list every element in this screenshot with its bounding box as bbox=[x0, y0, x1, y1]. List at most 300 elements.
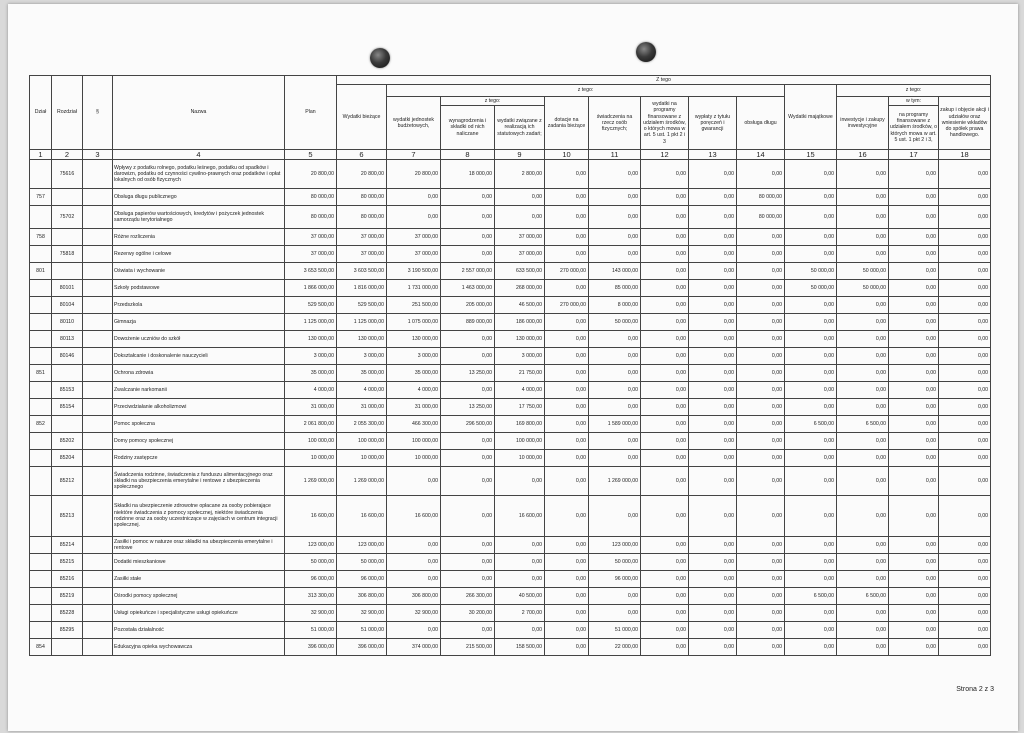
cell-value: 0,00 bbox=[689, 639, 737, 656]
cell-value: 16 600,00 bbox=[387, 496, 441, 537]
cell-value: 0,00 bbox=[737, 331, 785, 348]
cell-value: 0,00 bbox=[737, 263, 785, 280]
cell-value: 0,00 bbox=[641, 416, 689, 433]
cell-value: 16 600,00 bbox=[285, 496, 337, 537]
cell-nazwa: Oświata i wychowanie bbox=[113, 263, 285, 280]
cell-rozdzial: 85219 bbox=[52, 588, 83, 605]
cell-value: 80 000,00 bbox=[285, 206, 337, 229]
header-inwestycje: inwestycje i zakupy inwestycyjne bbox=[837, 97, 889, 150]
cell-paragraf bbox=[83, 314, 113, 331]
column-number: 13 bbox=[689, 150, 737, 160]
cell-value: 37 000,00 bbox=[285, 229, 337, 246]
cell-value: 100 000,00 bbox=[285, 433, 337, 450]
cell-value: 0,00 bbox=[939, 399, 991, 416]
cell-value: 0,00 bbox=[689, 189, 737, 206]
cell-nazwa: Pozostała działalność bbox=[113, 622, 285, 639]
cell-value: 0,00 bbox=[689, 571, 737, 588]
cell-rozdzial: 85204 bbox=[52, 450, 83, 467]
cell-value: 0,00 bbox=[785, 399, 837, 416]
cell-value: 0,00 bbox=[837, 467, 889, 496]
cell-value: 0,00 bbox=[641, 365, 689, 382]
cell-rozdzial: 85214 bbox=[52, 537, 83, 554]
cell-value: 0,00 bbox=[785, 206, 837, 229]
cell-value: 1 125 000,00 bbox=[337, 314, 387, 331]
cell-value: 0,00 bbox=[441, 467, 495, 496]
cell-value: 0,00 bbox=[387, 537, 441, 554]
cell-value: 0,00 bbox=[545, 571, 589, 588]
cell-value: 0,00 bbox=[837, 605, 889, 622]
cell-value: 0,00 bbox=[545, 206, 589, 229]
page-number: Strona 2 z 3 bbox=[956, 686, 994, 693]
cell-value: 2 700,00 bbox=[495, 605, 545, 622]
table-row bbox=[30, 229, 991, 246]
cell-rozdzial bbox=[52, 263, 83, 280]
cell-value: 0,00 bbox=[689, 537, 737, 554]
cell-value: 0,00 bbox=[837, 382, 889, 399]
cell-value: 0,00 bbox=[545, 229, 589, 246]
cell-value: 0,00 bbox=[387, 571, 441, 588]
cell-value: 0,00 bbox=[785, 365, 837, 382]
cell-value: 0,00 bbox=[889, 571, 939, 588]
cell-value: 31 000,00 bbox=[387, 399, 441, 416]
cell-value: 3 603 500,00 bbox=[337, 263, 387, 280]
header-rozdzial: Rozdział bbox=[52, 76, 83, 150]
cell-value: 3 190 500,00 bbox=[387, 263, 441, 280]
cell-value: 3 000,00 bbox=[285, 348, 337, 365]
cell-paragraf bbox=[83, 365, 113, 382]
cell-value: 80 000,00 bbox=[285, 189, 337, 206]
cell-nazwa: Pomoc społeczna bbox=[113, 416, 285, 433]
cell-value: 0,00 bbox=[837, 571, 889, 588]
cell-paragraf bbox=[83, 433, 113, 450]
cell-value: 1 075 000,00 bbox=[387, 314, 441, 331]
column-number: 9 bbox=[495, 150, 545, 160]
cell-paragraf bbox=[83, 467, 113, 496]
cell-value: 0,00 bbox=[689, 382, 737, 399]
cell-value: 17 750,00 bbox=[495, 399, 545, 416]
cell-value: 96 000,00 bbox=[285, 571, 337, 588]
cell-value: 0,00 bbox=[589, 588, 641, 605]
cell-paragraf bbox=[83, 229, 113, 246]
cell-nazwa: Zasiłki i pomoc w naturze oraz składki na ubezpieczenia emerytalne i rentowe bbox=[113, 537, 285, 554]
cell-value: 3 000,00 bbox=[495, 348, 545, 365]
cell-value: 0,00 bbox=[545, 537, 589, 554]
cell-value: 0,00 bbox=[689, 160, 737, 189]
cell-nazwa: Przeciwdziałanie alkoholizmowi bbox=[113, 399, 285, 416]
cell-value: 0,00 bbox=[589, 160, 641, 189]
cell-value: 0,00 bbox=[689, 588, 737, 605]
cell-value: 51 000,00 bbox=[337, 622, 387, 639]
cell-dzial bbox=[30, 433, 52, 450]
cell-value: 0,00 bbox=[737, 639, 785, 656]
cell-value: 0,00 bbox=[939, 537, 991, 554]
cell-value: 0,00 bbox=[737, 246, 785, 263]
cell-value: 51 000,00 bbox=[589, 622, 641, 639]
cell-value: 0,00 bbox=[545, 416, 589, 433]
table-row bbox=[30, 467, 991, 496]
header-na-programy: na programy finansowane z udziałem środków, o których mowa w art. 5 ust. 1 pkt 2 i 3, bbox=[889, 106, 939, 150]
cell-value: 0,00 bbox=[737, 416, 785, 433]
cell-rozdzial bbox=[52, 189, 83, 206]
cell-value: 2 061 800,00 bbox=[285, 416, 337, 433]
cell-value: 0,00 bbox=[737, 537, 785, 554]
cell-value: 1 269 000,00 bbox=[285, 467, 337, 496]
cell-value: 0,00 bbox=[889, 189, 939, 206]
cell-value: 0,00 bbox=[889, 331, 939, 348]
cell-value: 0,00 bbox=[939, 160, 991, 189]
cell-value: 0,00 bbox=[889, 246, 939, 263]
cell-value: 0,00 bbox=[545, 639, 589, 656]
cell-rozdzial: 80104 bbox=[52, 297, 83, 314]
cell-value: 0,00 bbox=[641, 160, 689, 189]
cell-value: 0,00 bbox=[641, 622, 689, 639]
cell-value: 0,00 bbox=[939, 496, 991, 537]
cell-value: 1 125 000,00 bbox=[285, 314, 337, 331]
cell-value: 130 000,00 bbox=[495, 331, 545, 348]
cell-value: 0,00 bbox=[641, 554, 689, 571]
cell-nazwa: Dowożenie uczniów do szkół bbox=[113, 331, 285, 348]
cell-value: 13 250,00 bbox=[441, 399, 495, 416]
budget-table bbox=[29, 75, 991, 656]
cell-value: 0,00 bbox=[837, 450, 889, 467]
cell-value: 0,00 bbox=[737, 554, 785, 571]
cell-value: 31 000,00 bbox=[337, 399, 387, 416]
cell-value: 0,00 bbox=[545, 622, 589, 639]
cell-value: 0,00 bbox=[545, 189, 589, 206]
cell-paragraf bbox=[83, 537, 113, 554]
cell-value: 37 000,00 bbox=[285, 246, 337, 263]
cell-dzial bbox=[30, 160, 52, 189]
cell-value: 6 500,00 bbox=[785, 588, 837, 605]
cell-value: 374 000,00 bbox=[387, 639, 441, 656]
cell-value: 100 000,00 bbox=[387, 433, 441, 450]
cell-value: 0,00 bbox=[495, 467, 545, 496]
cell-value: 1 866 000,00 bbox=[285, 280, 337, 297]
cell-rozdzial: 75616 bbox=[52, 160, 83, 189]
cell-value: 0,00 bbox=[837, 331, 889, 348]
cell-value: 37 000,00 bbox=[495, 229, 545, 246]
table-row bbox=[30, 365, 991, 382]
table-row bbox=[30, 206, 991, 229]
cell-value: 0,00 bbox=[737, 571, 785, 588]
cell-value: 0,00 bbox=[889, 605, 939, 622]
cell-value: 0,00 bbox=[939, 554, 991, 571]
cell-rozdzial bbox=[52, 365, 83, 382]
cell-value: 0,00 bbox=[641, 297, 689, 314]
cell-value: 0,00 bbox=[689, 331, 737, 348]
cell-dzial bbox=[30, 450, 52, 467]
cell-value: 0,00 bbox=[837, 246, 889, 263]
cell-value: 80 000,00 bbox=[337, 189, 387, 206]
cell-dzial bbox=[30, 314, 52, 331]
cell-value: 0,00 bbox=[441, 229, 495, 246]
cell-value: 396 000,00 bbox=[285, 639, 337, 656]
cell-value: 50 000,00 bbox=[337, 554, 387, 571]
cell-value: 10 000,00 bbox=[387, 450, 441, 467]
cell-value: 0,00 bbox=[641, 639, 689, 656]
cell-value: 0,00 bbox=[495, 571, 545, 588]
cell-value: 143 000,00 bbox=[589, 263, 641, 280]
header-nazwa: Nazwa bbox=[113, 76, 285, 150]
cell-value: 0,00 bbox=[441, 537, 495, 554]
cell-value: 0,00 bbox=[785, 450, 837, 467]
cell-value: 0,00 bbox=[589, 382, 641, 399]
cell-value: 21 750,00 bbox=[495, 365, 545, 382]
cell-value: 32 900,00 bbox=[387, 605, 441, 622]
cell-dzial: 851 bbox=[30, 365, 52, 382]
cell-nazwa: Szkoły podstawowe bbox=[113, 280, 285, 297]
cell-value: 0,00 bbox=[939, 348, 991, 365]
cell-value: 251 500,00 bbox=[387, 297, 441, 314]
cell-value: 0,00 bbox=[589, 189, 641, 206]
cell-dzial bbox=[30, 246, 52, 263]
cell-nazwa: Obsługa długu publicznego bbox=[113, 189, 285, 206]
cell-value: 2 557 000,00 bbox=[441, 263, 495, 280]
column-number: 12 bbox=[641, 150, 689, 160]
cell-paragraf bbox=[83, 331, 113, 348]
cell-value: 1 463 000,00 bbox=[441, 280, 495, 297]
cell-value: 8 000,00 bbox=[589, 297, 641, 314]
cell-dzial bbox=[30, 622, 52, 639]
cell-value: 0,00 bbox=[689, 450, 737, 467]
cell-value: 85 000,00 bbox=[589, 280, 641, 297]
table-row bbox=[30, 433, 991, 450]
cell-paragraf bbox=[83, 622, 113, 639]
cell-value: 0,00 bbox=[641, 467, 689, 496]
cell-value: 0,00 bbox=[495, 537, 545, 554]
cell-value: 270 000,00 bbox=[545, 297, 589, 314]
cell-rozdzial: 85153 bbox=[52, 382, 83, 399]
cell-rozdzial: 85215 bbox=[52, 554, 83, 571]
cell-nazwa: Gimnazja bbox=[113, 314, 285, 331]
table-row bbox=[30, 588, 991, 605]
cell-value: 4 000,00 bbox=[337, 382, 387, 399]
cell-value: 0,00 bbox=[641, 588, 689, 605]
cell-value: 0,00 bbox=[641, 331, 689, 348]
cell-paragraf bbox=[83, 206, 113, 229]
cell-value: 100 000,00 bbox=[337, 433, 387, 450]
cell-value: 0,00 bbox=[441, 189, 495, 206]
cell-rozdzial bbox=[52, 639, 83, 656]
cell-value: 0,00 bbox=[737, 229, 785, 246]
table-row bbox=[30, 496, 991, 537]
cell-value: 37 000,00 bbox=[337, 229, 387, 246]
column-number: 7 bbox=[387, 150, 441, 160]
cell-value: 0,00 bbox=[689, 314, 737, 331]
cell-value: 0,00 bbox=[387, 206, 441, 229]
cell-value: 0,00 bbox=[837, 537, 889, 554]
cell-value: 40 500,00 bbox=[495, 588, 545, 605]
cell-nazwa: Różne rozliczenia bbox=[113, 229, 285, 246]
cell-dzial: 852 bbox=[30, 416, 52, 433]
cell-value: 13 250,00 bbox=[441, 365, 495, 382]
column-number: 8 bbox=[441, 150, 495, 160]
cell-value: 529 500,00 bbox=[285, 297, 337, 314]
table-row bbox=[30, 450, 991, 467]
cell-value: 20 800,00 bbox=[285, 160, 337, 189]
table-row bbox=[30, 189, 991, 206]
header-z-tego-top: Z tego bbox=[337, 76, 991, 85]
header-paragraf: § bbox=[83, 76, 113, 150]
cell-value: 35 000,00 bbox=[387, 365, 441, 382]
column-number: 16 bbox=[837, 150, 889, 160]
cell-value: 16 600,00 bbox=[495, 496, 545, 537]
cell-value: 0,00 bbox=[441, 331, 495, 348]
cell-value: 16 600,00 bbox=[337, 496, 387, 537]
cell-value: 0,00 bbox=[785, 246, 837, 263]
table-row bbox=[30, 399, 991, 416]
table-row bbox=[30, 639, 991, 656]
cell-value: 0,00 bbox=[589, 206, 641, 229]
cell-value: 0,00 bbox=[689, 622, 737, 639]
cell-value: 1 269 000,00 bbox=[337, 467, 387, 496]
column-number: 11 bbox=[589, 150, 641, 160]
cell-value: 0,00 bbox=[939, 588, 991, 605]
cell-value: 35 000,00 bbox=[285, 365, 337, 382]
cell-paragraf bbox=[83, 554, 113, 571]
cell-paragraf bbox=[83, 297, 113, 314]
punch-hole-right bbox=[636, 42, 656, 62]
cell-value: 296 500,00 bbox=[441, 416, 495, 433]
cell-value: 0,00 bbox=[589, 331, 641, 348]
cell-value: 50 000,00 bbox=[785, 263, 837, 280]
cell-value: 0,00 bbox=[495, 206, 545, 229]
table-row bbox=[30, 160, 991, 189]
cell-value: 0,00 bbox=[889, 314, 939, 331]
cell-dzial bbox=[30, 496, 52, 537]
cell-dzial bbox=[30, 554, 52, 571]
cell-value: 4 000,00 bbox=[285, 382, 337, 399]
cell-value: 0,00 bbox=[939, 639, 991, 656]
cell-value: 30 200,00 bbox=[441, 605, 495, 622]
cell-value: 0,00 bbox=[889, 229, 939, 246]
cell-value: 0,00 bbox=[837, 206, 889, 229]
cell-value: 130 000,00 bbox=[285, 331, 337, 348]
header-zakup: zakup i objęcie akcji i udziałów oraz wniesienie wkładów do spółek prawa handlowego. bbox=[939, 97, 991, 150]
cell-value: 0,00 bbox=[737, 622, 785, 639]
cell-value: 96 000,00 bbox=[589, 571, 641, 588]
cell-value: 0,00 bbox=[889, 639, 939, 656]
cell-value: 0,00 bbox=[889, 348, 939, 365]
cell-value: 80 000,00 bbox=[737, 189, 785, 206]
cell-value: 0,00 bbox=[837, 554, 889, 571]
cell-value: 0,00 bbox=[939, 314, 991, 331]
cell-value: 0,00 bbox=[785, 571, 837, 588]
cell-value: 6 500,00 bbox=[837, 588, 889, 605]
cell-nazwa: Obsługa papierów wartościowych, kredytów i pożyczek jednostek samorządu terytorialnego bbox=[113, 206, 285, 229]
cell-value: 0,00 bbox=[889, 297, 939, 314]
cell-rozdzial: 80101 bbox=[52, 280, 83, 297]
cell-value: 0,00 bbox=[837, 433, 889, 450]
cell-value: 0,00 bbox=[441, 496, 495, 537]
cell-value: 0,00 bbox=[837, 399, 889, 416]
cell-value: 6 500,00 bbox=[837, 416, 889, 433]
header-z-tego-sub: z tego: bbox=[441, 97, 545, 106]
cell-value: 186 000,00 bbox=[495, 314, 545, 331]
cell-value: 0,00 bbox=[689, 467, 737, 496]
header-wyplaty: wypłaty z tytułu poręczeń i gwarancji bbox=[689, 97, 737, 150]
cell-value: 0,00 bbox=[545, 450, 589, 467]
cell-value: 10 000,00 bbox=[285, 450, 337, 467]
cell-dzial bbox=[30, 331, 52, 348]
cell-value: 0,00 bbox=[737, 314, 785, 331]
cell-nazwa: Rodziny zastępcze bbox=[113, 450, 285, 467]
cell-value: 268 000,00 bbox=[495, 280, 545, 297]
cell-value: 37 000,00 bbox=[337, 246, 387, 263]
table-row bbox=[30, 382, 991, 399]
cell-nazwa: Rezerwy ogólne i celowe bbox=[113, 246, 285, 263]
cell-rozdzial: 80110 bbox=[52, 314, 83, 331]
cell-value: 0,00 bbox=[641, 571, 689, 588]
cell-value: 0,00 bbox=[545, 348, 589, 365]
cell-paragraf bbox=[83, 605, 113, 622]
cell-value: 0,00 bbox=[837, 189, 889, 206]
cell-value: 0,00 bbox=[441, 622, 495, 639]
cell-value: 3 653 500,00 bbox=[285, 263, 337, 280]
cell-value: 0,00 bbox=[589, 450, 641, 467]
cell-value: 0,00 bbox=[545, 605, 589, 622]
cell-rozdzial: 75818 bbox=[52, 246, 83, 263]
cell-value: 4 000,00 bbox=[387, 382, 441, 399]
cell-value: 0,00 bbox=[737, 399, 785, 416]
cell-dzial bbox=[30, 467, 52, 496]
cell-value: 1 731 000,00 bbox=[387, 280, 441, 297]
cell-value: 0,00 bbox=[785, 496, 837, 537]
table-row bbox=[30, 416, 991, 433]
cell-value: 0,00 bbox=[889, 554, 939, 571]
cell-value: 50 000,00 bbox=[837, 280, 889, 297]
cell-value: 0,00 bbox=[545, 496, 589, 537]
cell-paragraf bbox=[83, 382, 113, 399]
cell-value: 0,00 bbox=[737, 348, 785, 365]
cell-value: 31 000,00 bbox=[285, 399, 337, 416]
cell-value: 0,00 bbox=[785, 160, 837, 189]
cell-value: 18 000,00 bbox=[441, 160, 495, 189]
cell-value: 633 500,00 bbox=[495, 263, 545, 280]
cell-value: 0,00 bbox=[737, 588, 785, 605]
cell-nazwa: Edukacyjna opieka wychowawcza bbox=[113, 639, 285, 656]
cell-value: 0,00 bbox=[641, 433, 689, 450]
cell-value: 0,00 bbox=[641, 189, 689, 206]
cell-value: 0,00 bbox=[939, 280, 991, 297]
cell-value: 0,00 bbox=[737, 605, 785, 622]
cell-value: 0,00 bbox=[939, 571, 991, 588]
cell-value: 0,00 bbox=[689, 229, 737, 246]
cell-rozdzial: 80146 bbox=[52, 348, 83, 365]
cell-value: 0,00 bbox=[939, 206, 991, 229]
table-row bbox=[30, 622, 991, 639]
cell-value: 0,00 bbox=[939, 246, 991, 263]
cell-nazwa: Dodatki mieszkaniowe bbox=[113, 554, 285, 571]
cell-nazwa: Ośrodki pomocy społecznej bbox=[113, 588, 285, 605]
cell-dzial bbox=[30, 297, 52, 314]
cell-value: 0,00 bbox=[889, 160, 939, 189]
cell-value: 0,00 bbox=[545, 160, 589, 189]
punch-hole-left bbox=[370, 48, 390, 68]
cell-value: 889 000,00 bbox=[441, 314, 495, 331]
cell-value: 0,00 bbox=[589, 605, 641, 622]
cell-value: 0,00 bbox=[589, 433, 641, 450]
header-wydatki-zwiazane: wydatki związane z realizacją ich statutowych zadań; bbox=[495, 106, 545, 150]
table-row bbox=[30, 246, 991, 263]
cell-value: 0,00 bbox=[545, 588, 589, 605]
cell-value: 0,00 bbox=[495, 189, 545, 206]
cell-value: 0,00 bbox=[837, 496, 889, 537]
cell-value: 0,00 bbox=[737, 450, 785, 467]
cell-value: 466 300,00 bbox=[387, 416, 441, 433]
table-row bbox=[30, 331, 991, 348]
cell-value: 0,00 bbox=[545, 246, 589, 263]
